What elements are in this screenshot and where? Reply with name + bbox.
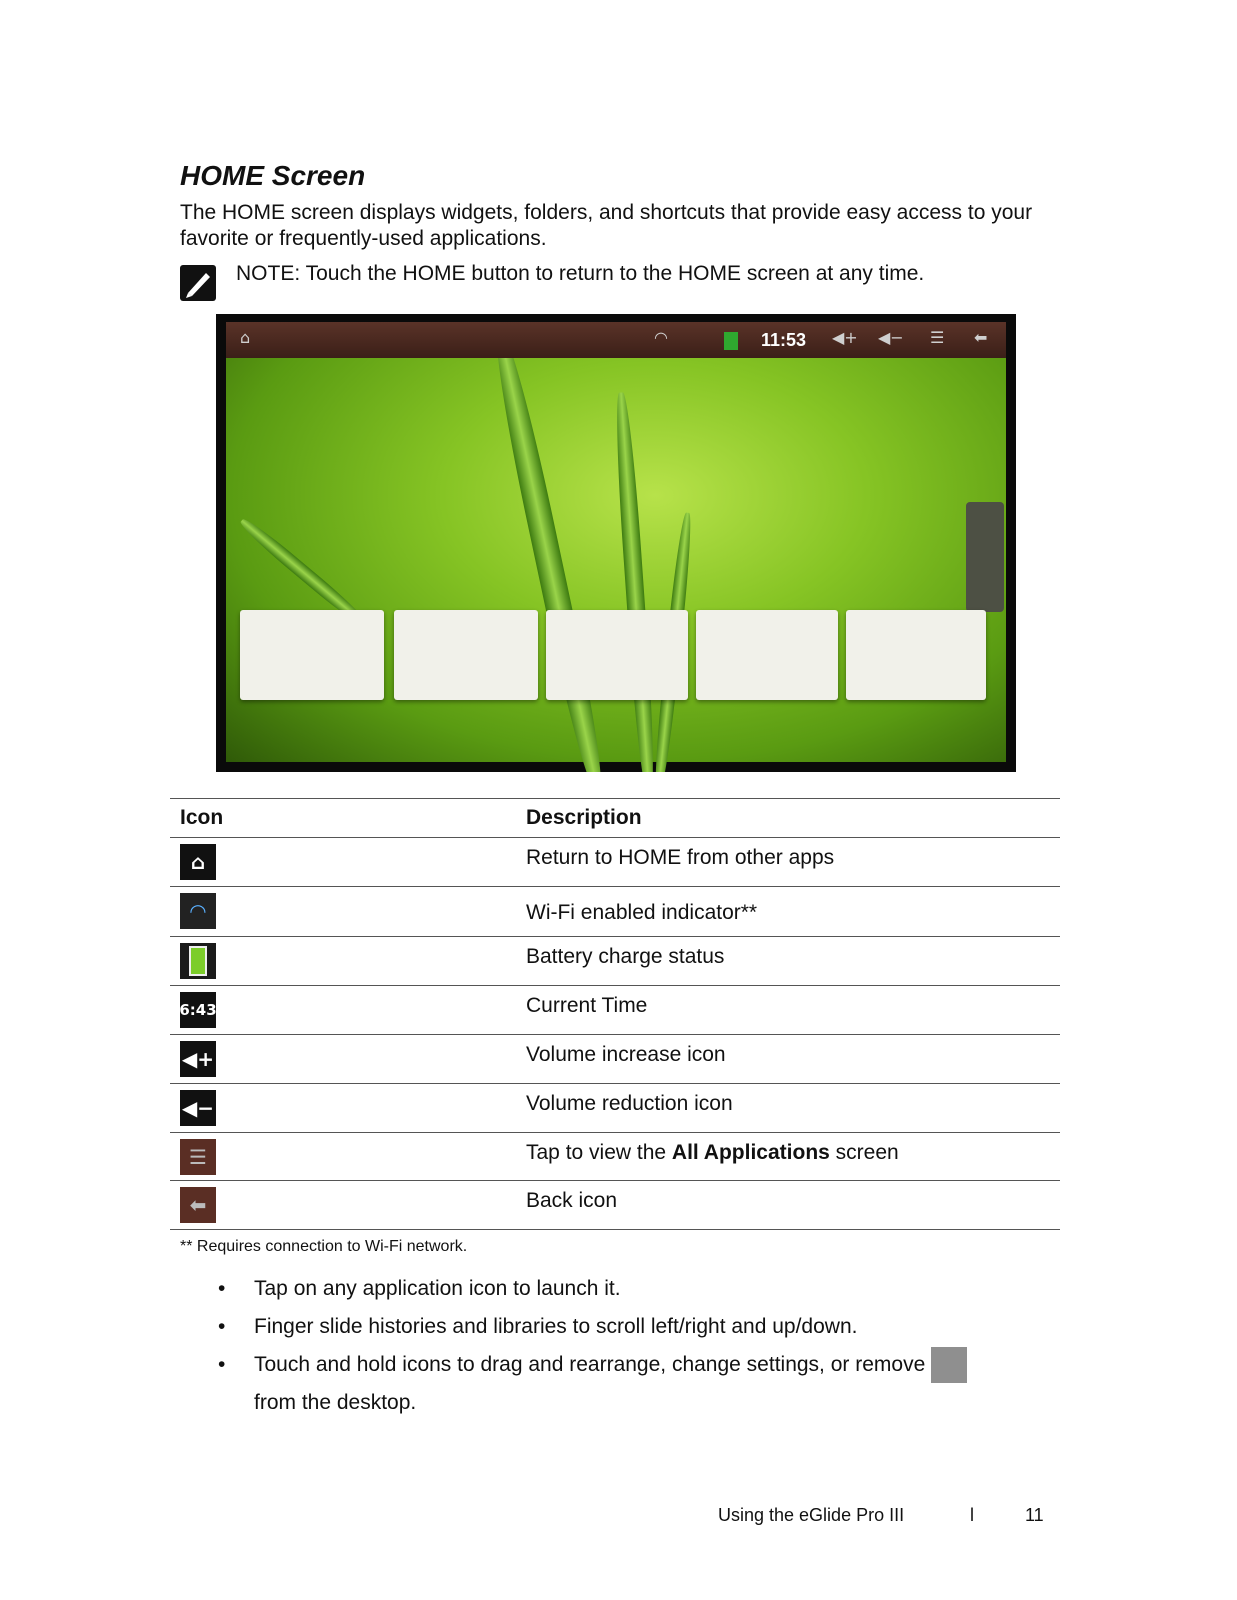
battery-icon <box>724 332 738 350</box>
row-description: Battery charge status <box>516 937 1060 986</box>
volume-down-icon: ◀− <box>180 1090 216 1126</box>
icon-column-header: Icon <box>170 799 516 838</box>
volume-up-icon: ◀+ <box>180 1041 216 1077</box>
trash-icon <box>931 1347 967 1383</box>
wifi-icon: ◠ <box>180 893 216 929</box>
home-screen-screenshot <box>216 314 1016 772</box>
status-time: 11:53 <box>761 330 807 350</box>
home-panel[interactable] <box>546 610 688 700</box>
table-row <box>170 1181 1060 1230</box>
page-title: HOME Screen <box>180 160 366 191</box>
back-icon: ⬅ <box>180 1187 216 1223</box>
status-bar <box>226 322 1006 358</box>
launcher-handle[interactable] <box>966 502 1004 612</box>
home-icon: ⌂ <box>180 844 216 880</box>
list-item: • Finger slide histories and libraries to scroll left/right and up/down. <box>210 1308 1050 1346</box>
footnote: ** Requires connection to Wi-Fi network. <box>180 1238 468 1255</box>
table-row <box>170 986 1060 1035</box>
time-icon: 6:43 <box>180 992 216 1028</box>
list-item: • Touch and hold icons to drag and rearrange, change settings, or remove from the desktop. <box>210 1346 1050 1422</box>
volume-up-icon[interactable]: ◀+ <box>832 328 858 347</box>
volume-down-icon[interactable]: ◀− <box>878 328 904 347</box>
note-pencil-icon <box>180 265 216 301</box>
table-row <box>170 887 1060 937</box>
home-panel[interactable] <box>394 610 538 700</box>
table-row <box>170 1133 1060 1181</box>
home-icon[interactable]: ⌂ <box>240 328 251 347</box>
footer-separator: l <box>970 1505 974 1525</box>
footer-title: Using the eGlide Pro III <box>718 1505 905 1525</box>
table-row <box>170 937 1060 986</box>
row-description: Wi-Fi enabled indicator** <box>516 887 1060 937</box>
battery-icon <box>180 943 216 979</box>
row-description: Volume reduction icon <box>516 1084 1060 1133</box>
all-apps-icon: ☰ <box>180 1139 216 1175</box>
page-number: 11 <box>1025 1505 1044 1525</box>
row-description: Return to HOME from other apps <box>516 838 1060 887</box>
list-item: • Tap on any application icon to launch it. <box>210 1270 1050 1308</box>
row-description: Current Time <box>516 986 1060 1035</box>
description-column-header: Description <box>516 799 1060 838</box>
menu-icon[interactable]: ☰ <box>930 328 945 347</box>
icon-table <box>170 798 1060 1230</box>
bullet-list <box>210 1270 1050 1422</box>
row-description: Tap to view the All Applications screen <box>516 1133 1060 1181</box>
row-description: Back icon <box>516 1181 1060 1230</box>
home-panel[interactable] <box>846 610 986 700</box>
home-panel[interactable] <box>240 610 384 700</box>
table-row <box>170 838 1060 887</box>
intro-paragraph: The HOME screen displays widgets, folders, and shortcuts that provide easy access to your favorite or frequently-used applications. <box>180 201 1033 250</box>
wifi-icon: ◠ <box>654 328 668 347</box>
home-panel[interactable] <box>696 610 838 700</box>
table-row <box>170 1035 1060 1084</box>
note-text: NOTE: Touch the HOME button to return to the HOME screen at any time. <box>236 262 925 285</box>
wallpaper <box>226 352 1006 762</box>
back-icon[interactable]: ⬅ <box>974 328 988 347</box>
table-row <box>170 1084 1060 1133</box>
row-description: Volume increase icon <box>516 1035 1060 1084</box>
